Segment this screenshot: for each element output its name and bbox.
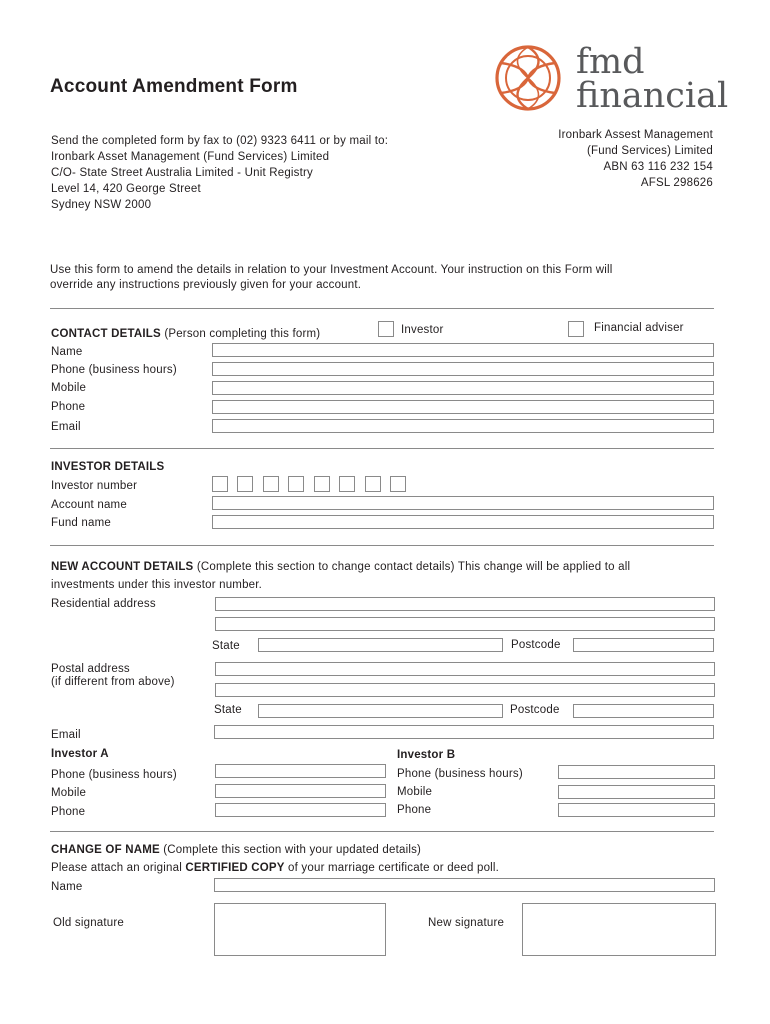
fmd-logo-icon [486,38,570,118]
logo-text-fmd: fmd [576,42,645,82]
contact-label: Phone [51,401,86,413]
send-line: C/O- State Street Australia Limited - Unit Registry [51,167,314,179]
contact-phone-input[interactable] [212,400,714,414]
investor-b-label: Mobile [397,786,433,798]
residential-postcode-label: Postcode [511,639,561,651]
postal-address-line2-input[interactable] [215,683,715,697]
investor-number-digit[interactable] [212,476,228,492]
divider [50,831,714,832]
send-line: Send the completed form by fax to (02) 9323 6411 or by mail to: [51,135,389,147]
investor-b-mobile-input[interactable] [558,785,715,799]
divider [50,448,714,449]
fund-name-input[interactable] [212,515,714,529]
contact-label: Email [51,421,81,433]
company-line: Ironbark Assest Management [558,129,713,141]
postal-address-note: (if different from above) [51,676,175,688]
postal-state-input[interactable] [258,704,503,718]
contact-label: Name [51,346,83,358]
new-signature-label: New signature [428,917,505,929]
investor-number-digit[interactable] [263,476,279,492]
residential-address-line2-input[interactable] [215,617,715,631]
adviser-checkbox-label: Financial adviser [594,322,684,334]
investor-number-digit[interactable] [390,476,406,492]
page-title: Account Amendment Form [50,76,298,97]
contact-mobile-input[interactable] [212,381,714,395]
account-name-input[interactable] [212,496,714,510]
postal-state-label: State [214,704,242,716]
new-account-heading-note: (Complete this section to change contact details) This change will be applied to all [196,561,631,573]
postal-address-line1-input[interactable] [215,662,715,676]
investor-number-digit[interactable] [365,476,381,492]
investor-a-label: Mobile [51,787,87,799]
change-name-input[interactable] [214,878,715,892]
residential-state-label: State [212,640,240,652]
contact-name-input[interactable] [212,343,714,357]
send-line: Ironbark Asset Management (Fund Services) Limited [51,151,330,163]
company-line: (Fund Services) Limited [586,145,713,157]
contact-heading-title: CONTACT DETAILS [51,328,161,340]
investor-label: Account name [51,499,127,511]
investor-a-heading: Investor A [51,748,109,760]
divider [50,545,714,546]
intro-line: override any instructions previously given for your account. [50,279,362,291]
investor-number-digit[interactable] [237,476,253,492]
change-name-attach-note [51,860,499,876]
old-signature-box[interactable] [214,903,386,956]
adviser-checkbox[interactable] [568,321,584,337]
investor-number-digit[interactable] [339,476,355,492]
contact-phone-business-input[interactable] [212,362,714,376]
investor-label: Fund name [51,517,111,529]
contact-email-input[interactable] [212,419,714,433]
attach-text: Please attach an original [51,862,182,874]
company-line: ABN 63 116 232 154 [603,161,713,173]
residential-address-label: Residential address [51,598,156,610]
attach-text: of your marriage certificate or deed poll. [288,862,500,874]
investor-checkbox-label: Investor [401,324,444,336]
investor-label: Investor number [51,480,138,492]
postal-address-label: Postal address [51,663,130,675]
investor-b-label: Phone [397,804,432,816]
new-account-line: investments under this investor number. [51,579,263,591]
contact-label: Mobile [51,382,87,394]
investor-a-label: Phone [51,806,86,818]
contact-label: Phone (business hours) [51,364,177,376]
new-account-heading-title: NEW ACCOUNT DETAILS [51,561,194,573]
send-line: Sydney NSW 2000 [51,199,152,211]
investor-b-phone-business-input[interactable] [558,765,715,779]
new-account-heading [51,559,630,575]
intro-line: Use this form to amend the details in relation to your Investment Account. Your instruction on this Form will [50,264,613,276]
residential-address-line1-input[interactable] [215,597,715,611]
logo-text-financial: financial [576,76,729,116]
investor-b-heading: Investor B [397,749,456,761]
new-signature-box[interactable] [522,903,716,956]
contact-heading [51,326,320,342]
old-signature-label: Old signature [53,917,124,929]
investor-a-mobile-input[interactable] [215,784,386,798]
postal-postcode-input[interactable] [573,704,714,718]
change-name-heading-note: (Complete this section with your updated details) [163,844,422,856]
change-name-label: Name [51,881,83,893]
investor-b-label: Phone (business hours) [397,768,523,780]
email-label: Email [51,729,81,741]
new-email-input[interactable] [214,725,714,739]
company-line: AFSL 298626 [640,177,713,189]
investor-number-digit[interactable] [288,476,304,492]
divider [50,308,714,309]
investor-a-phone-business-input[interactable] [215,764,386,778]
investor-a-label: Phone (business hours) [51,769,177,781]
residential-state-input[interactable] [258,638,503,652]
change-name-heading-title: CHANGE OF NAME [51,844,160,856]
postal-postcode-label: Postcode [510,704,560,716]
investor-b-phone-input[interactable] [558,803,715,817]
investor-number-digit[interactable] [314,476,330,492]
investor-a-phone-input[interactable] [215,803,386,817]
send-line: Level 14, 420 George Street [51,183,201,195]
investor-heading: INVESTOR DETAILS [51,461,165,473]
investor-checkbox[interactable] [378,321,394,337]
residential-postcode-input[interactable] [573,638,714,652]
contact-heading-note: (Person completing this form) [164,328,321,340]
attach-bold-text: CERTIFIED COPY [185,862,285,874]
change-name-heading [51,842,421,858]
